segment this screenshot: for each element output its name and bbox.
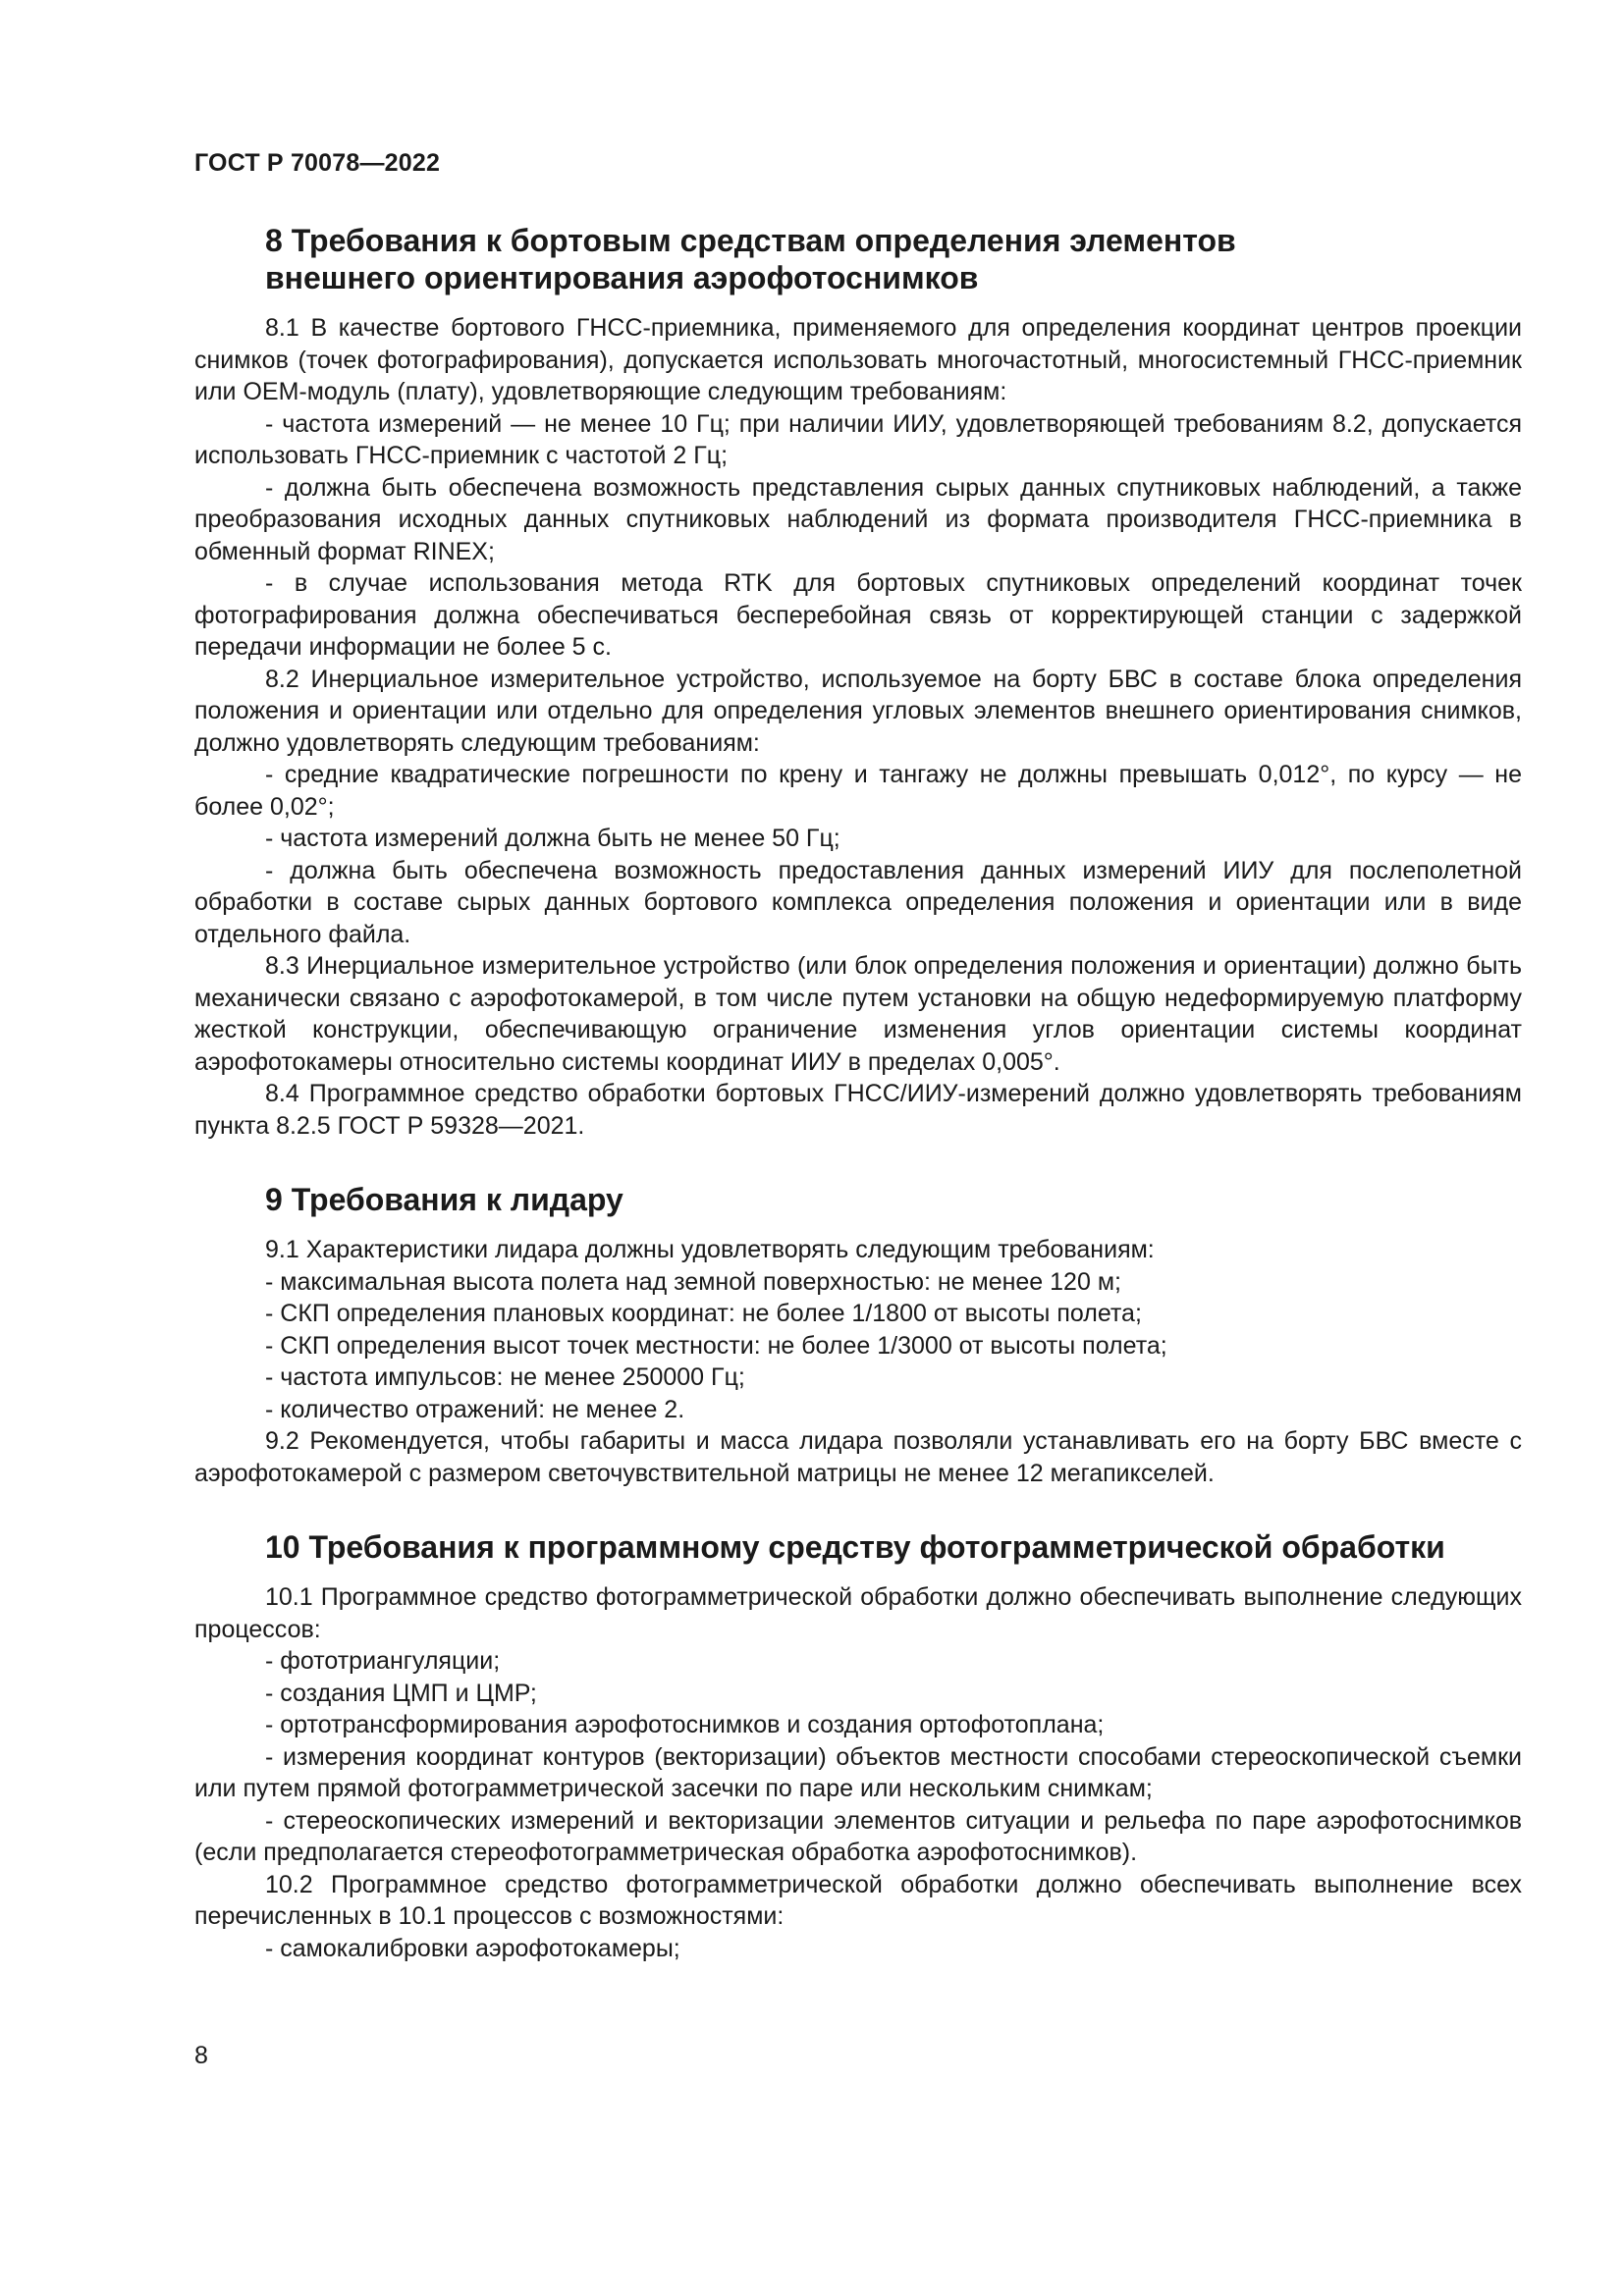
page-number: 8 <box>194 2042 208 2069</box>
list-item: - частота измерений — не менее 10 Гц; при наличии ИИУ, удовлетворяющей требованиям 8.2, допускается использовать ГНСС-приемник с частотой 2 Гц; <box>194 409 1522 469</box>
clause-8-3: 8.3 Инерциальное измерительное устройство (или блок определения положения и ориентации) должно быть механически связано с аэрофотокамерой, в том числе путем установки на общую недеформируемую платформу жесткой конструкции, обеспечивающую ограничение изменения углов ориентации системы координат аэрофотокамеры относительно системы координат ИИУ в пределах 0,005°. <box>194 952 1522 1076</box>
clause-8-2: 8.2 Инерциальное измерительное устройство, используемое на борту БВС в составе блока определения положения и ориентации или отдельно для определения угловых элементов внешнего ориентирования снимков, должно удовлетворять следующим требованиям: <box>194 665 1522 757</box>
clause-8-4: 8.4 Программное средство обработки бортовых ГНСС/ИИУ-измерений должно удовлетворять требованиям пункта 8.2.5 ГОСТ Р 59328—2021. <box>194 1080 1522 1140</box>
section-title-line: внешнего ориентирования аэрофотоснимков <box>265 260 979 295</box>
list-item: - самокалибровки аэрофотокамеры; <box>265 1934 680 1962</box>
document-code: ГОСТ Р 70078—2022 <box>194 149 441 177</box>
section-9 <box>194 1181 1522 1489</box>
section-title-line: 8 Требования к бортовым средствам определения элементов <box>265 223 1236 258</box>
clause-10-2: 10.2 Программное средство фотограмметрической обработки должно обеспечивать выполнение всех перечисленных в 10.1 процессов с возможностями: <box>194 1870 1522 1930</box>
section-title-line: 10 Требования к программному средству фотограмметрической обработки <box>265 1529 1445 1565</box>
list-item: - в случае использования метода RTK для бортовых спутниковых определений координат точек фотографирования должна обеспечиваться бесперебойная связь от корректирующей станции с задержкой передачи информации не более 5 с. <box>194 569 1522 661</box>
page-content <box>194 222 1522 1964</box>
list-item: - создания ЦМП и ЦМР; <box>265 1679 537 1707</box>
list-item: - должна быть обеспечена возможность предоставления данных измерений ИИУ для послеполетной обработки в составе сырых данных бортового комплекса определения положения и ориентации или в виде отдельного файла. <box>194 856 1522 948</box>
section-title-line: 9 Требования к лидару <box>265 1182 623 1217</box>
list-item: - фототриангуляции; <box>265 1647 501 1675</box>
list-item: - частота измерений должна быть не менее 50 Гц; <box>265 825 840 852</box>
list-item: - СКП определения высот точек местности: не более 1/3000 от высоты полета; <box>265 1331 1167 1360</box>
clause-8-1: 8.1 В качестве бортового ГНСС-приемника, применяемого для определения координат центров проекции снимков (точек фотографирования), допускается использовать многочастотный, многосистемный ГНСС-приемник или OEM-модуль (плату), удовлетворяющие следующим требованиям: <box>194 314 1522 405</box>
list-item: - СКП определения плановых координат: не более 1/1800 от высоты полета; <box>265 1300 1142 1327</box>
list-item: - средние квадратические погрешности по крену и тангажу не должны превышать 0,012°, по курсу — не более 0,02°; <box>194 761 1522 821</box>
list-item: - частота импульсов: не менее 250000 Гц; <box>265 1363 745 1391</box>
list-item: - количество отражений: не менее 2. <box>265 1395 685 1423</box>
list-item: - максимальная высота полета над земной поверхностью: не менее 120 м; <box>265 1267 1121 1296</box>
section-title <box>194 1528 1522 1566</box>
section-10 <box>194 1528 1522 1964</box>
list-item: - должна быть обеспечена возможность представления сырых данных спутниковых наблюдений, а также преобразования исходных данных спутниковых наблюдений из формата производителя ГНСС-приемника в обменный формат RINEX; <box>194 473 1522 565</box>
section-8 <box>194 222 1522 1142</box>
clause-9-1: 9.1 Характеристики лидара должны удовлетворять следующим требованиям: <box>265 1236 1155 1263</box>
clause-10-1: 10.1 Программное средство фотограмметрической обработки должно обеспечивать выполнение следующих процессов: <box>194 1583 1522 1643</box>
section-title <box>194 222 1522 296</box>
clause-9-2: 9.2 Рекомендуется, чтобы габариты и масса лидара позволяли устанавливать его на борту БВС вместе с аэрофотокамерой с размером светочувствительной матрицы не менее 12 мегапикселей. <box>194 1427 1522 1487</box>
section-title <box>194 1181 1522 1218</box>
list-item: - ортотрансформирования аэрофотоснимков и создания ортофотоплана; <box>265 1711 1105 1738</box>
list-item: - измерения координат контуров (векторизации) объектов местности способами стереоскопической съемки или путем прямой фотограмметрической засечки по паре или нескольким снимкам; <box>194 1742 1522 1802</box>
list-item: - стереоскопических измерений и векторизации элементов ситуации и рельефа по паре аэрофотоснимков (если предполагается стереофотограмметрическая обработка аэрофотоснимков). <box>194 1806 1522 1866</box>
